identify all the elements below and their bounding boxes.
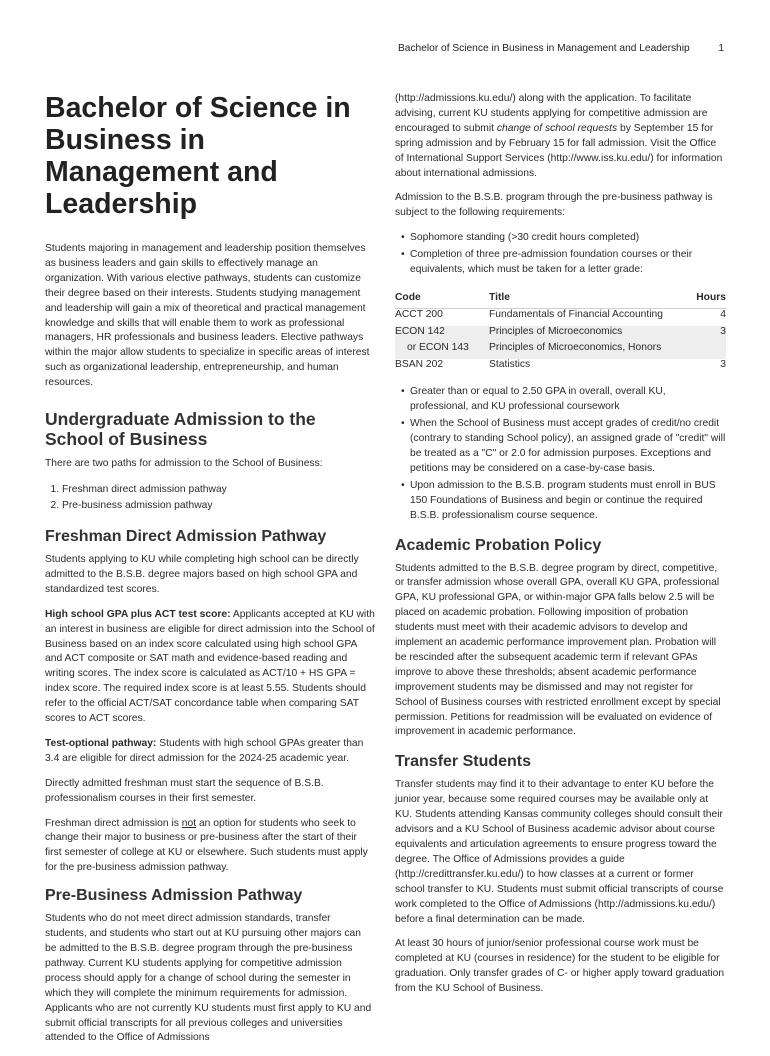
gpa-act-label: High school GPA plus ACT test score: (45, 608, 231, 620)
column-header-hours: Hours (691, 288, 726, 309)
more-requirements-list (395, 385, 726, 523)
table-header-row (395, 288, 726, 309)
freshman-heading: Freshman Direct Admission Pathway (45, 527, 327, 545)
prebusiness-heading: Pre-Business Admission Pathway (45, 887, 303, 905)
right-p1: (http://admissions.ku.edu/) along with the application. To facilitate advising, current KU students applying for competitive admission are encouraged to submit change of school requests by September 15 for spring admission and by February 15 for fall admission. Visit the Office of International Support Services (http://www.iss.ku.edu/) for information about international admissions. (395, 93, 723, 179)
list-item: • Upon admission to the B.S.B. program students must enroll in BUS 150 Foundations of Business and begin or continue the required B.S.B. professionalism course sequence. (410, 479, 726, 524)
page-title: Bachelor of Science in Business in Management and Leadership (45, 92, 351, 220)
admission-paths-list (45, 482, 375, 515)
running-title: Bachelor of Science in Business in Management and Leadership (398, 43, 690, 54)
list-item: • When the School of Business must accept grades of credit/no credit (contrary to standing School policy), an assigned grade of "credit" will be treated as a "C" or 2.0 for admission purposes. Exceptions and petitions may be considered on a case-by-case basis. (410, 417, 726, 477)
prebusiness-p1: Students who do not meet direct admission standards, transfer students, and students who start out at KU pursuing other majors can be admitted to the B.S.B. degree program through the pre-business pathway. Current KU students applying for competitive admission process should apply for a change of school during the semester in which they will complete the minimum requirements for admission. Applicants who are not currently KU students must first apply to KU and submit official transcripts for all previous colleges and universities attended to the Office of Admissions (45, 913, 372, 1044)
probation-p1: Students admitted to the B.S.B. degree program by direct, competitive, or transfer admission whose overall GPA, overall KU GPA, professional GPA, KU professional GPA, or within-major GPA falls below 2.5 will be placed on academic probation. Following imposition of probation students must meet with their academic advisors to develop and implement an academic performance improvement plan. Probation will be rescinded after the subsequent academic term if relevant GPAs improve to above these thresholds; absent academic performance improvement students may be dismissed and may not register for School of Business courses with restricted enrollment except by special permission. Petitions for readmission will be evaluated on evidence of improvement in academic performance. (395, 562, 721, 738)
foundation-courses-table (395, 288, 726, 375)
running-header (398, 43, 724, 54)
freshman-p3: Test-optional pathway: Students with high school GPAs greater than 3.4 are eligible for direct admission for the 2024-25 academic year. (45, 737, 364, 764)
transfer-heading: Transfer Students (395, 753, 532, 771)
column-header-code: Code (395, 288, 489, 309)
requirements-list (395, 231, 726, 278)
freshman-p4: Directly admitted freshman must start the sequence of B.S.B. professionalism courses in their first semester. (45, 777, 324, 804)
freshman-p2: High school GPA plus ACT test score: Applicants accepted at KU with an interest in business are eligible for direct admission into the School of Business based on an index score calculated using high school GPA and ACT composite or SAT math and evidence-based reading and writing scores. The index score is calculated as ACT/10 + HS GPA = index score. The required index score is at least 5.55. Students should refer to the official ACT/SAT concordance table when comparing SAT scores to ACT scores. (45, 608, 375, 725)
list-item: • Sophomore standing (>30 credit hours completed) (410, 231, 726, 246)
right-column (395, 92, 726, 1007)
table-row: BSAN 202 Statistics 3 (395, 358, 726, 370)
table-row: ACCT 200 Fundamentals of Financial Accounting 4 (395, 308, 726, 320)
list-item: 1. Freshman direct admission pathway (62, 482, 375, 499)
page-number: 1 (718, 43, 724, 54)
test-optional-label: Test-optional pathway: (45, 737, 157, 749)
list-item: • Completion of three pre-admission foundation courses or their equivalents, which must be taken for a letter grade: (410, 248, 726, 278)
list-item: • Greater than or equal to 2.50 GPA in overall, overall KU, professional, and KU professional coursework (410, 385, 726, 415)
probation-heading: Academic Probation Policy (395, 536, 602, 554)
table-row: or ECON 143 Principles of Microeconomics, Honors (395, 342, 726, 359)
admission-intro: There are two paths for admission to the School of Business: (45, 458, 323, 470)
freshman-p5: Freshman direct admission is not an option for students who seek to change their major to business or pre-business after the start of their first semester of college at KU or elsewhere. Such students must apply for the pre-business admission pathway. (45, 817, 368, 874)
column-header-title: Title (489, 288, 691, 309)
left-column (45, 92, 375, 1056)
admission-heading: Undergraduate Admission to the School of Business (45, 409, 316, 450)
intro-paragraph: Students majoring in management and leadership position themselves as business leaders and gain skills to effectively manage an organization. With various elective pathways, students can customize their degree based on their interests. Students studying management and leadership will gain a mix of theoretical and practical management knowledge and skills that will enable them to work as professional managers, HR professionals and business leaders. Elective pathways within the major allow students to specialize in specific areas of interest such as organizational leadership, entrepreneurship, and human resources. (45, 243, 370, 389)
list-item: 2. Pre-business admission pathway (62, 498, 375, 515)
freshman-p1: Students applying to KU while completing high school can be directly admitted to the B.S.B. degree majors based on high school GPA and standardized test scores. (45, 553, 359, 595)
right-p2: Admission to the B.S.B. program through the pre-business pathway is subject to the following requirements: (395, 192, 713, 219)
transfer-p1: Transfer students may find it to their advantage to enter KU before the junior year, because some required courses may be available only at KU. Students attending Kansas community colleges should consult their advisors and a KU School of Business academic advisor about course equivalents and articulation agreements to ensure progress toward the degree. The Office of Admissions provides a guide (http://credittransfer.ku.edu/) to how classes at a current or former school transfer to KU. Students must submit official transcripts of course work completed to the Office of Admissions (http://admissions.ku.edu/) before a final determination can be made. (395, 779, 724, 925)
table-row: ECON 142 Principles of Microeconomics 3 (395, 326, 726, 343)
transfer-p2: At least 30 hours of junior/senior professional course work must be completed at KU (courses in residence) for the student to be eligible for graduation. Only transfer grades of C- or higher apply toward graduation from the KU School of Business. (395, 938, 725, 995)
